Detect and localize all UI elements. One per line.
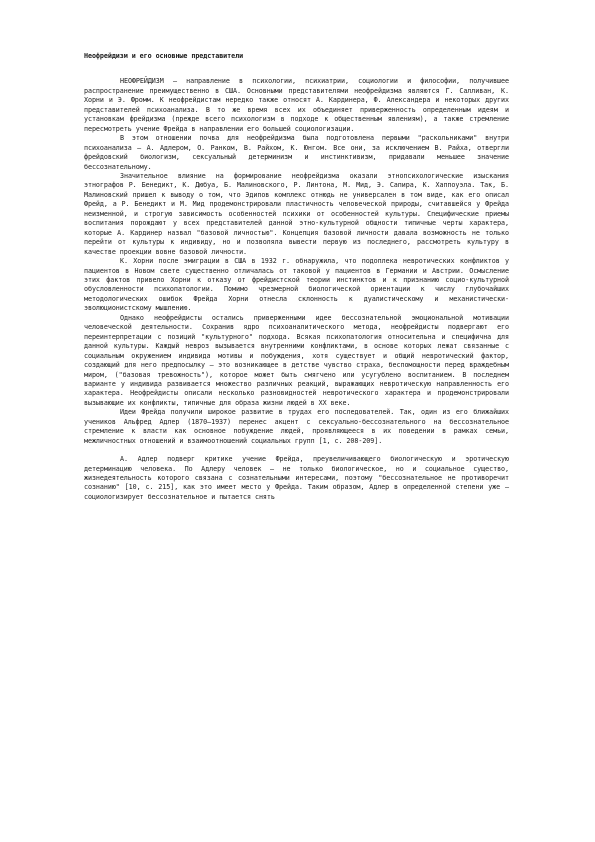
- paragraph-1: НЕОФРЕЙДИЗМ — направление в психологии, психиатрии, социологии и философии, получившее распространение преимущественно в США. Основными представителями неофрейдизма являются Г. Салливан, К. Хорни и Э. Фромм. К неофрейдистам нередко также относят А. Кардинера, Ф. Александера и некоторых других представителей психоанализа. В то же время всех их объединяет приверженность определенным идеям и установкам фрейдизма (прежде всего психологизм в подходе к общественным явлениям), а также стремление пересмотреть учение Фрейда в направлении его большей социологизации.: [84, 77, 509, 133]
- paragraph-5: Однако неофрейдисты остались приверженными идее бессознательной эмоциональной мотивации человеческой деятельности. Сохранив ядро психоаналитического метода, неофрейдисты подвергают его переинтерпретации с позиций "культурного" подхода. Всякая психопатология относительна и специфична для данной культуры. Каждый невроз вызывается внутренними конфликтами, в основе которых лежат связанные с социальным окружением индивида мотивы и побуждения, хотя существует и общий невротический фактор, создающий для него предпосылку — это возникающее в детстве чувство страха, беспомощности перед враждебным миром, ("базовая тревожность"), которое может быть смягчено или усугублено воспитанием. В последнем варианте у индивида развивается множество различных реакций, выражающих невротическую направленность его характера. Неофрейдисты описали несколько разновидностей невротического характера и продемонстрировали вызывающие их конфликты, типичные для образа жизни людей в XX веке.: [84, 313, 509, 407]
- paragraph-7: А. Адлер подверг критике учение Фрейда, преувеличивающего биологическую и эротическую детерминацию человека. По Адлеру человек — не только биологическое, но и социальное существо, жизнедеятельность которого связана с сознательными интересами, поэтому "бессознательное не противоречит сознанию" [10, с. 215], как это имеет место у Фрейда. Таким образом, Адлер в определенной степени уже — социологизирует бессознательное и пытается снять: [84, 455, 509, 501]
- paragraph-2: В этом отношении почва для неофрейдизма была подготовлена первыми "раскольниками" внутри психоанализа — А. Адлером, О. Ранком, В. Райхом, К. Юнгом. Все они, за исключением В. Райха, отвергли фрейдовский биологизм, сексуальный детерминизм и инстинктивизм, придавали меньшее значение бессознательному.: [84, 134, 509, 171]
- paragraph-6: Идеи Фрейда получили широкое развитие в трудах его последователей. Так, один из его ближайших учеников Альфред Адлер (1870—1937) перенес акцент с сексуально-бессознательного на бессознательное стремление к власти как основное побуждение людей, проявляющееся в их поведении в рамках семьи, межличностных отношений и взаимоотношений социальных групп [1, с. 208-209].: [84, 408, 509, 445]
- document-title: Неофрейдизм и его основные представители: [84, 52, 244, 60]
- paragraph-3: Значительное влияние на формирование неофрейдизма оказали этнопсихологические изыскания этнографов Р. Бенедикт, К. Дюбуа, Б. Малиновского, Р. Линтона, М. Мид, Э. Сапира, К. Хаппоуэла. Так, Б. Малиновский пришел к выводу о том, что Эдипов комплекс отнюдь не универсален в том виде, как его описал Фрейд, а Р. Бенедикт и М. Мид продемонстрировали пластичность человеческой природы, считавшейся у Фрейда неизменной, и строгую зависимость особенностей психики от особенностей культуры. Специфические приемы воспитания порождают у всех представителей данной этно-культурной общности типичные черты характера, которые А. Кардинер назвал "базовой личностью". Концепция базовой личности давала возможность не только перейти от культуры к индивиду, но и позволяла вывести первую из последнего, рассмотреть культуру в качестве проекции вовне базовой личности.: [84, 171, 509, 256]
- paragraph-4: К. Хорни после эмиграции в США в 1932 г. обнаружила, что подоплека невротических конфликтов у пациентов в Новом свете существенно отличалась от таковой у пациентов в Германии и Австрии. Осмысление этих фактов привело Хорни к отказу от фрейдистской теории инстинктов и к признанию социо-культурной обусловленности психопатологии. Помимо чрезмерной биологической ориентации к числу глубочайших методологических ошибок Фрейда Хорни отнесла склонность к дуалистическому и механистически-эволюционистскому мышлению.: [84, 257, 509, 313]
- document-body: [84, 52, 509, 502]
